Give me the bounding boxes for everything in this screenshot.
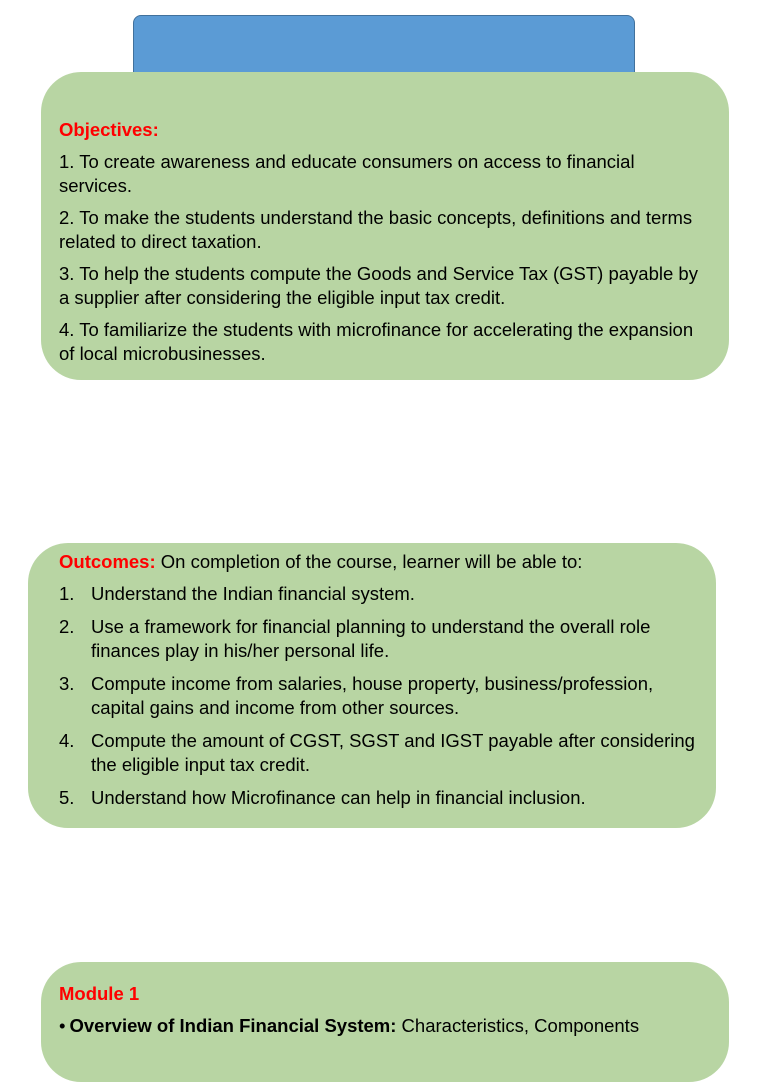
outcome-item-3	[59, 672, 698, 720]
outcomes-card	[28, 543, 716, 828]
objectives-card	[41, 72, 729, 380]
objective-item-3: 3. To help the students compute the Goods and Service Tax (GST) payable by a supplier after considering the eligible input tax credit.	[59, 263, 698, 308]
outcome-number: 3.	[59, 673, 75, 694]
objective-item-1: 1. To create awareness and educate consumers on access to financial services.	[59, 151, 635, 196]
outcomes-heading: Outcomes:	[59, 551, 156, 572]
outcomes-intro: On completion of the course, learner will be able to:	[155, 551, 583, 572]
outcome-item-5	[59, 786, 698, 810]
module-topic-rest: Characteristics, Components	[396, 1015, 640, 1036]
outcome-text: Compute the amount of CGST, SGST and IGST payable after considering the eligible input tax credit.	[91, 730, 695, 775]
outcome-number: 5.	[59, 787, 75, 808]
objective-item-2: 2. To make the students understand the basic concepts, definitions and terms related to direct taxation.	[59, 207, 693, 252]
objectives-heading: Objectives:	[59, 119, 159, 140]
module-topic-line	[59, 1014, 711, 1038]
module-heading: Module 1	[59, 983, 140, 1004]
bullet-icon: •	[59, 1015, 66, 1036]
outcome-text: Compute income from salaries, house property, business/profession, capital gains and income from other sources.	[91, 673, 654, 718]
module-topic-title: Overview of Indian Financial System:	[69, 1015, 397, 1036]
outcomes-list	[59, 582, 698, 810]
module-card	[41, 962, 729, 1082]
outcome-text: Understand the Indian financial system.	[91, 583, 415, 604]
outcome-number: 1.	[59, 583, 75, 604]
outcomes-intro-line	[59, 550, 698, 574]
outcome-number: 4.	[59, 730, 75, 751]
outcome-text: Understand how Microfinance can help in financial inclusion.	[91, 787, 586, 808]
outcome-item-4	[59, 729, 698, 777]
outcome-number: 2.	[59, 616, 75, 637]
outcome-text: Use a framework for financial planning to understand the overall role finances play in his/her personal life.	[91, 616, 651, 661]
objective-item-4: 4. To familiarize the students with microfinance for accelerating the expansion of local microbusinesses.	[59, 319, 694, 364]
outcome-item-2	[59, 615, 698, 663]
outcome-item-1	[59, 582, 698, 606]
